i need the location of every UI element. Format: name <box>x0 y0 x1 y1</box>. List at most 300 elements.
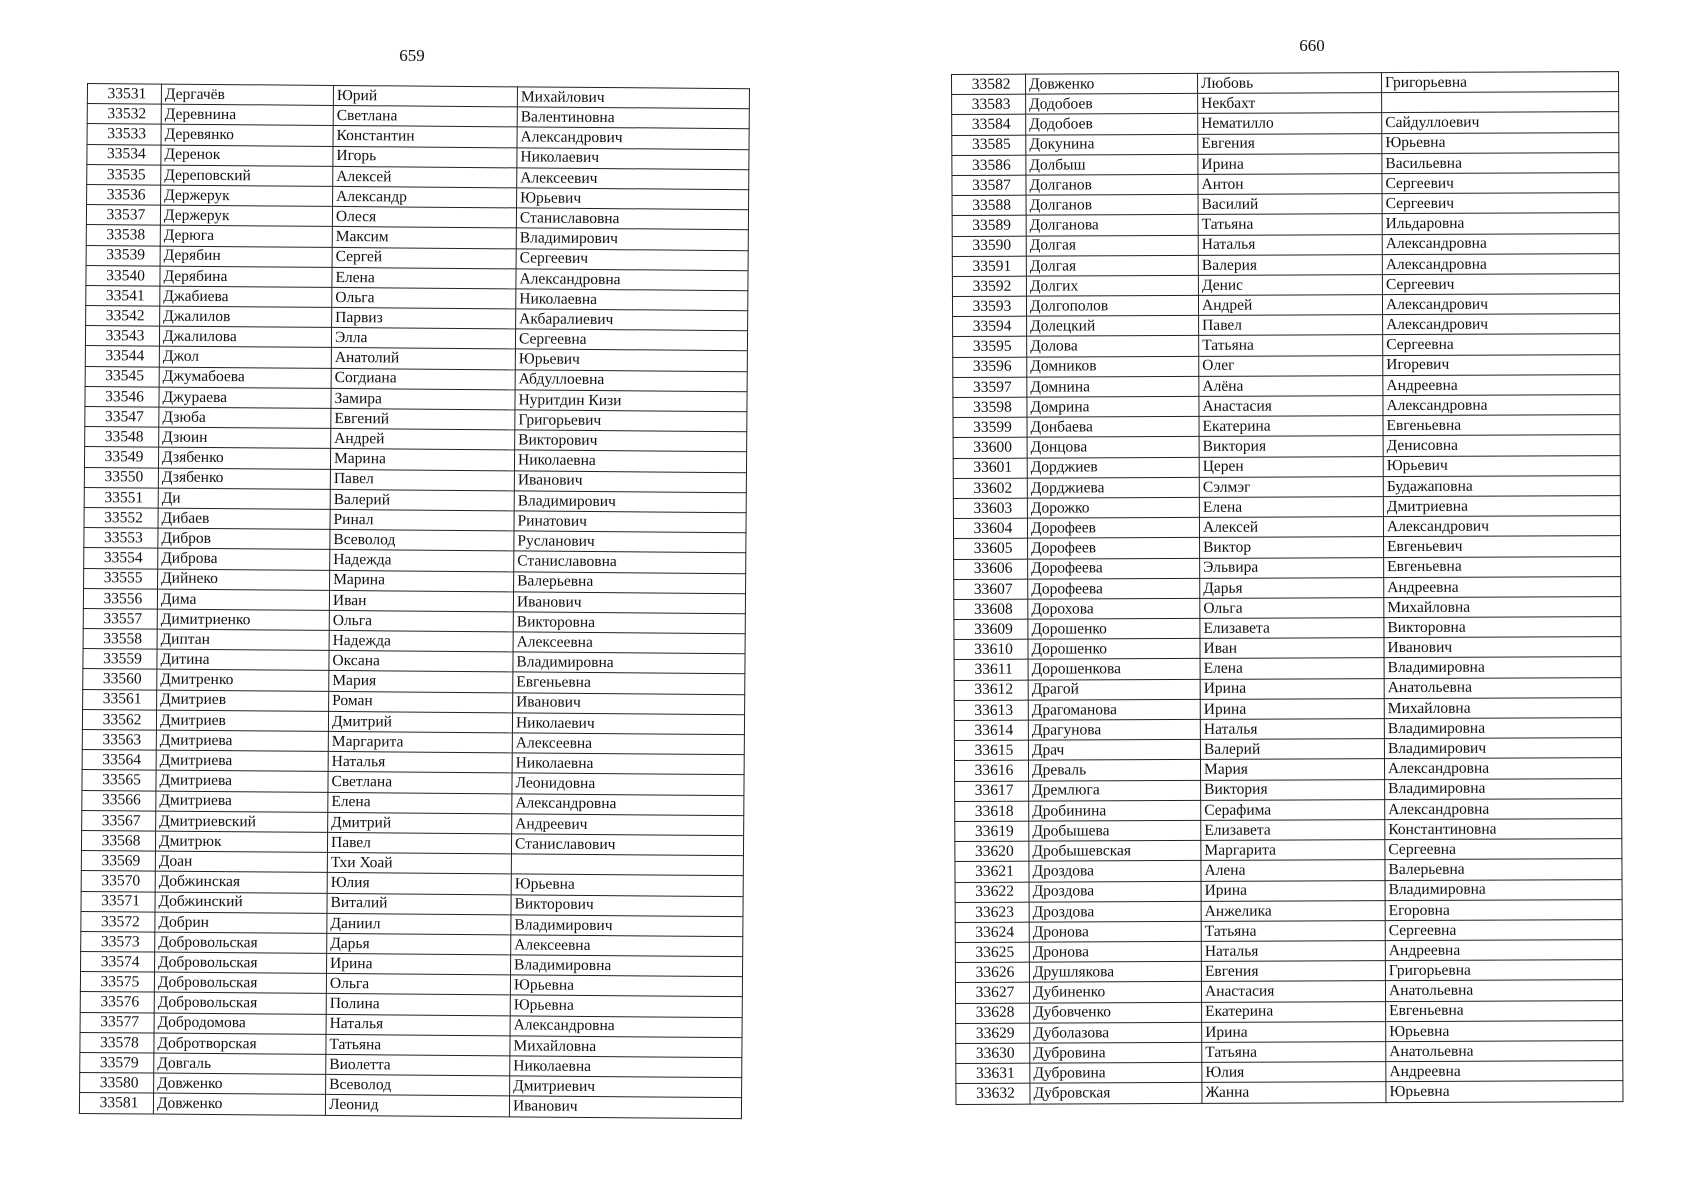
patronymic-cell: Евгеньевна <box>513 672 745 694</box>
first-name-cell: Ирина <box>1198 153 1382 174</box>
patronymic-cell: Михайлович <box>517 87 749 109</box>
first-name-cell: Ринал <box>330 509 514 531</box>
first-name-cell: Наталья <box>1198 234 1382 255</box>
surname-cell: Долганова <box>1026 215 1198 236</box>
record-number-cell: 33546 <box>85 386 159 407</box>
record-number-cell: 33604 <box>953 518 1027 539</box>
surname-cell: Дмитриева <box>156 791 328 813</box>
first-name-cell: Дмитрий <box>328 711 512 733</box>
record-number-cell: 33621 <box>955 861 1029 882</box>
record-number-cell: 33617 <box>955 781 1029 802</box>
first-name-cell: Валерий <box>330 489 514 511</box>
surname-cell: Дмитриевский <box>156 811 328 833</box>
record-number-cell: 33582 <box>952 74 1026 95</box>
first-name-cell: Андрей <box>1198 295 1382 316</box>
patronymic-cell: Сергеевна <box>1385 919 1622 940</box>
record-number-cell: 33581 <box>79 1093 153 1114</box>
record-number-cell: 33609 <box>954 619 1028 640</box>
patronymic-cell: Евгеньевна <box>1384 556 1621 577</box>
surname-cell: Докунина <box>1026 134 1198 155</box>
record-number-cell: 33565 <box>82 770 156 791</box>
surname-cell: Дубровская <box>1030 1083 1202 1104</box>
surname-cell: Дроздова <box>1029 881 1201 902</box>
patronymic-cell: Николаевич <box>512 713 744 735</box>
surname-cell: Донбаева <box>1027 417 1199 438</box>
table-row <box>956 1081 1623 1104</box>
first-name-cell: Всеволод <box>330 530 514 552</box>
patronymic-cell: Сергеевич <box>1382 193 1619 214</box>
first-name-cell: Елизавета <box>1201 820 1385 841</box>
first-name-cell: Марина <box>330 570 514 592</box>
record-number-cell: 33588 <box>952 195 1026 216</box>
patronymic-cell: Григорьевна <box>1381 72 1618 93</box>
surname-cell: Долбыш <box>1026 154 1198 175</box>
patronymic-cell: Иванович <box>513 592 745 614</box>
first-name-cell: Елена <box>332 267 516 289</box>
first-name-cell: Татьяна <box>326 1034 510 1056</box>
patronymic-cell: Александровна <box>516 269 748 291</box>
first-name-cell: Церен <box>1199 456 1383 477</box>
patronymic-cell: Михайловна <box>1384 697 1621 718</box>
surname-cell: Диброва <box>158 548 330 570</box>
surname-cell: Добжинская <box>155 871 327 893</box>
patronymic-cell: Викторович <box>515 430 747 452</box>
record-number-cell: 33594 <box>953 316 1027 337</box>
register-table <box>951 71 1623 1104</box>
patronymic-cell: Викторовна <box>513 612 745 634</box>
first-name-cell: Надежда <box>329 630 513 652</box>
first-name-cell: Виталий <box>327 893 511 915</box>
first-name-cell: Василий <box>1198 194 1382 215</box>
first-name-cell: Александр <box>333 186 517 208</box>
record-number-cell: 33534 <box>87 144 161 165</box>
table-row <box>952 273 1619 296</box>
first-name-cell: Павел <box>1199 315 1383 336</box>
patronymic-cell <box>1382 92 1619 113</box>
surname-cell: Ди <box>158 488 330 510</box>
surname-cell: Дроздова <box>1029 901 1201 922</box>
record-number-cell: 33533 <box>87 124 161 145</box>
patronymic-cell: Юрьевна <box>1386 1020 1623 1041</box>
patronymic-cell: Иванович <box>513 692 745 714</box>
surname-cell: Деревнина <box>161 104 333 126</box>
surname-cell: Дмитрюк <box>155 831 327 853</box>
surname-cell: Дерябина <box>160 266 332 288</box>
first-name-cell: Евгения <box>1201 961 1385 982</box>
record-number-cell: 33586 <box>952 155 1026 176</box>
patronymic-cell: Александрович <box>1382 294 1619 315</box>
first-name-cell: Юлия <box>1202 1062 1386 1083</box>
record-number-cell: 33573 <box>81 931 155 952</box>
patronymic-cell: Евгеньевич <box>1384 536 1621 557</box>
surname-cell: Добровольская <box>154 972 326 994</box>
record-number-cell: 33631 <box>956 1063 1030 1084</box>
patronymic-cell: Евгеньевна <box>1383 415 1620 436</box>
first-name-cell: Полина <box>326 994 510 1016</box>
surname-cell: Долганов <box>1026 174 1198 195</box>
record-number-cell: 33562 <box>82 709 156 730</box>
record-number-cell: 33542 <box>86 306 160 327</box>
record-number-cell: 33610 <box>954 639 1028 660</box>
record-number-cell: 33628 <box>956 1003 1030 1024</box>
first-name-cell: Надежда <box>330 550 514 572</box>
record-number-cell: 33552 <box>84 507 158 528</box>
first-name-cell: Сэлмэг <box>1199 476 1383 497</box>
surname-cell: Джабиева <box>160 286 332 308</box>
record-number-cell: 33592 <box>952 276 1026 297</box>
record-number-cell: 33605 <box>954 538 1028 559</box>
first-name-cell: Алёна <box>1199 375 1383 396</box>
first-name-cell: Ольга <box>332 287 516 309</box>
surname-cell: Драч <box>1028 740 1200 761</box>
record-number-cell: 33575 <box>80 972 154 993</box>
patronymic-cell: Владимировна <box>511 955 743 977</box>
record-number-cell: 33545 <box>85 366 159 387</box>
patronymic-cell: Александрович <box>1383 516 1620 537</box>
patronymic-cell: Ринатович <box>514 511 746 533</box>
record-number-cell: 33538 <box>86 225 160 246</box>
surname-cell: Довгаль <box>154 1053 326 1075</box>
patronymic-cell: Владимировна <box>1384 657 1621 678</box>
first-name-cell: Наталья <box>1201 941 1385 962</box>
table-row <box>79 1093 741 1118</box>
register-table <box>79 83 750 1119</box>
patronymic-cell: Владимирович <box>516 228 748 250</box>
surname-cell: Дзябенко <box>158 447 330 469</box>
surname-cell: Дмитриев <box>157 690 329 712</box>
record-number-cell: 33544 <box>85 346 159 367</box>
patronymic-cell: Иванович <box>509 1096 741 1118</box>
surname-cell: Дмитриев <box>156 710 328 732</box>
first-name-cell: Нематилло <box>1198 113 1382 134</box>
first-name-cell: Ирина <box>1201 880 1385 901</box>
first-name-cell: Татьяна <box>1198 214 1382 235</box>
patronymic-cell: Станиславовна <box>514 551 746 573</box>
patronymic-cell: Анатольевна <box>1386 1041 1623 1062</box>
patronymic-cell: Игоревич <box>1383 354 1620 375</box>
record-number-cell: 33596 <box>953 357 1027 378</box>
surname-cell: Джол <box>159 347 331 369</box>
record-number-cell: 33540 <box>86 265 160 286</box>
patronymic-cell: Валерьевна <box>1385 859 1622 880</box>
patronymic-cell: Андреевна <box>1383 374 1620 395</box>
surname-cell: Дийнеко <box>158 569 330 591</box>
record-number-cell: 33535 <box>87 164 161 185</box>
surname-cell: Долгая <box>1026 235 1198 256</box>
patronymic-cell: Станиславович <box>511 834 743 856</box>
surname-cell: Дзюба <box>159 407 331 429</box>
surname-cell: Дремлюга <box>1029 780 1201 801</box>
surname-cell: Дубовченко <box>1030 1002 1202 1023</box>
first-name-cell: Елена <box>1200 658 1384 679</box>
patronymic-cell: Николаевна <box>510 1056 742 1078</box>
surname-cell: Дереповский <box>161 165 333 187</box>
patronymic-cell: Юрьевна <box>511 874 743 896</box>
surname-cell: Дробинина <box>1029 800 1201 821</box>
patronymic-cell: Александровна <box>1382 233 1619 254</box>
surname-cell: Дибаев <box>158 508 330 530</box>
first-name-cell: Светлана <box>328 772 512 794</box>
patronymic-cell: Евгеньевна <box>1386 1000 1623 1021</box>
first-name-cell: Павел <box>330 469 514 491</box>
first-name-cell: Наталья <box>326 1014 510 1036</box>
surname-cell: Дорофеева <box>1028 558 1200 579</box>
surname-cell: Дзюин <box>159 427 331 449</box>
record-number-cell: 33632 <box>956 1084 1030 1105</box>
record-number-cell: 33554 <box>84 548 158 569</box>
first-name-cell: Екатерина <box>1202 1001 1386 1022</box>
record-number-cell: 33585 <box>952 135 1026 156</box>
first-name-cell: Светлана <box>333 106 517 128</box>
first-name-cell: Леонид <box>325 1095 509 1117</box>
first-name-cell: Ольга <box>329 610 513 632</box>
surname-cell: Держерук <box>161 185 333 207</box>
first-name-cell: Жанна <box>1202 1082 1386 1103</box>
record-number-cell: 33602 <box>953 478 1027 499</box>
first-name-cell: Оксана <box>329 651 513 673</box>
patronymic-cell: Будажаповна <box>1383 475 1620 496</box>
record-number-cell: 33549 <box>84 447 158 468</box>
patronymic-cell: Александровна <box>1382 253 1619 274</box>
patronymic-cell: Егоровна <box>1385 899 1622 920</box>
patronymic-cell: Михайловна <box>510 1036 742 1058</box>
table-row <box>953 334 1620 357</box>
patronymic-cell <box>511 854 743 876</box>
first-name-cell: Согдиана <box>331 368 515 390</box>
patronymic-cell: Акбаралиевич <box>516 309 748 331</box>
record-number-cell: 33593 <box>952 296 1026 317</box>
surname-cell: Дронова <box>1029 921 1201 942</box>
record-number-cell: 33601 <box>953 458 1027 479</box>
record-number-cell: 33626 <box>955 962 1029 983</box>
patronymic-cell: Русланович <box>514 531 746 553</box>
patronymic-cell: Абдуллоевна <box>515 369 747 391</box>
patronymic-cell: Александровна <box>1385 798 1622 819</box>
first-name-cell: Татьяна <box>1199 335 1383 356</box>
patronymic-cell: Александрович <box>1383 314 1620 335</box>
first-name-cell: Олеся <box>332 207 516 229</box>
patronymic-cell: Васильевна <box>1382 152 1619 173</box>
patronymic-cell: Анатольевна <box>1385 980 1622 1001</box>
patronymic-cell: Анатольевна <box>1384 677 1621 698</box>
first-name-cell: Валерий <box>1200 739 1384 760</box>
patronymic-cell: Владимировна <box>1385 879 1622 900</box>
surname-cell: Добровольская <box>155 932 327 954</box>
surname-cell: Дорошенко <box>1028 639 1200 660</box>
patronymic-cell: Юрьевич <box>517 188 749 210</box>
surname-cell: Дорошенкова <box>1028 659 1200 680</box>
surname-cell: Драгунова <box>1028 719 1200 740</box>
surname-cell: Джураева <box>159 387 331 409</box>
patronymic-cell: Иванович <box>514 470 746 492</box>
page-number: 659 <box>399 46 425 65</box>
first-name-cell: Мария <box>329 671 513 693</box>
surname-cell: Домрина <box>1027 396 1199 417</box>
first-name-cell: Антон <box>1198 174 1382 195</box>
surname-cell: Долова <box>1027 336 1199 357</box>
surname-cell: Дмитриева <box>156 750 328 772</box>
surname-cell: Дорохова <box>1028 598 1200 619</box>
record-number-cell: 33591 <box>952 256 1026 277</box>
patronymic-cell: Иванович <box>1384 637 1621 658</box>
first-name-cell: Виктор <box>1200 537 1384 558</box>
patronymic-cell: Нуритдин Кизи <box>515 390 747 412</box>
record-number-cell: 33561 <box>83 689 157 710</box>
patronymic-cell: Владимирович <box>511 915 743 937</box>
patronymic-cell: Сергеевич <box>1382 273 1619 294</box>
first-name-cell: Евгения <box>1198 133 1382 154</box>
record-number-cell: 33563 <box>82 729 156 750</box>
surname-cell: Дорофеев <box>1028 538 1200 559</box>
record-number-cell: 33578 <box>80 1032 154 1053</box>
record-number-cell: 33531 <box>87 84 161 105</box>
record-number-cell: 33577 <box>80 1012 154 1033</box>
table-row <box>953 314 1620 337</box>
surname-cell: Дзябенко <box>158 468 330 490</box>
first-name-cell: Константин <box>333 126 517 148</box>
surname-cell: Держерук <box>160 205 332 227</box>
record-number-cell: 33603 <box>953 498 1027 519</box>
first-name-cell: Ольга <box>1200 597 1384 618</box>
first-name-cell: Серафима <box>1201 799 1385 820</box>
first-name-cell: Парвиз <box>332 307 516 329</box>
first-name-cell: Анжелика <box>1201 900 1385 921</box>
first-name-cell: Елена <box>328 792 512 814</box>
surname-cell: Дорджиев <box>1027 457 1199 478</box>
patronymic-cell: Юрьевна <box>1386 1081 1623 1102</box>
patronymic-cell: Владимировна <box>1385 778 1622 799</box>
record-number-cell: 33532 <box>87 104 161 125</box>
surname-cell: Дубровина <box>1030 1042 1202 1063</box>
surname-cell: Дмитриева <box>156 730 328 752</box>
patronymic-cell: Алексеевич <box>517 168 749 190</box>
surname-cell: Довженко <box>1026 73 1198 94</box>
surname-cell: Добровольская <box>154 992 326 1014</box>
table-row <box>953 455 1620 478</box>
first-name-cell: Дарья <box>327 933 511 955</box>
first-name-cell: Юрий <box>333 85 517 107</box>
record-number-cell: 33627 <box>955 983 1029 1004</box>
surname-cell: Додобоев <box>1026 94 1198 115</box>
record-number-cell: 33555 <box>84 568 158 589</box>
patronymic-cell: Андреевна <box>1386 1061 1623 1082</box>
register-table-body <box>79 84 749 1119</box>
record-number-cell: 33625 <box>955 942 1029 963</box>
record-number-cell: 33590 <box>952 236 1026 257</box>
patronymic-cell: Михайловна <box>1384 596 1621 617</box>
surname-cell: Джумабоева <box>159 367 331 389</box>
patronymic-cell: Андреевич <box>512 814 744 836</box>
record-number-cell: 33618 <box>955 801 1029 822</box>
patronymic-cell: Сергеевна <box>1383 334 1620 355</box>
record-number-cell: 33550 <box>84 467 158 488</box>
patronymic-cell: Александровна <box>512 793 744 815</box>
first-name-cell: Любовь <box>1197 73 1381 94</box>
record-number-cell: 33571 <box>81 891 155 912</box>
table-row <box>953 415 1620 438</box>
first-name-cell: Андрей <box>331 429 515 451</box>
record-number-cell: 33566 <box>82 790 156 811</box>
record-number-cell: 33630 <box>956 1043 1030 1064</box>
surname-cell: Дубровина <box>1030 1063 1202 1084</box>
record-number-cell: 33622 <box>955 882 1029 903</box>
record-number-cell: 33557 <box>83 608 157 629</box>
first-name-cell: Валерия <box>1198 254 1382 275</box>
first-name-cell: Татьяна <box>1201 920 1385 941</box>
first-name-cell: Виктория <box>1201 779 1385 800</box>
record-number-cell: 33613 <box>954 700 1028 721</box>
table-row <box>953 354 1620 377</box>
patronymic-cell: Викторовна <box>1384 617 1621 638</box>
patronymic-cell: Григорьевич <box>515 410 747 432</box>
surname-cell: Донцова <box>1027 437 1199 458</box>
patronymic-cell: Николаевна <box>516 289 748 311</box>
surname-cell: Дорожко <box>1027 497 1199 518</box>
surname-cell: Дубиненко <box>1029 982 1201 1003</box>
patronymic-cell: Валентиновна <box>517 107 749 129</box>
patronymic-cell: Леонидовна <box>512 773 744 795</box>
first-name-cell: Тхи Хоай <box>327 853 511 875</box>
patronymic-cell: Юрьевна <box>510 975 742 997</box>
patronymic-cell: Сергеевич <box>516 248 748 270</box>
first-name-cell: Замира <box>331 388 515 410</box>
surname-cell: Дима <box>157 589 329 611</box>
record-number-cell: 33584 <box>952 115 1026 136</box>
patronymic-cell: Дмитриевна <box>1383 496 1620 517</box>
patronymic-cell: Валерьевна <box>514 571 746 593</box>
record-number-cell: 33587 <box>952 175 1026 196</box>
patronymic-cell: Дмитриевич <box>510 1076 742 1098</box>
record-number-cell: 33600 <box>953 438 1027 459</box>
patronymic-cell: Владимирович <box>1384 738 1621 759</box>
patronymic-cell: Юрьевич <box>515 349 747 371</box>
first-name-cell: Елена <box>1199 497 1383 518</box>
patronymic-cell: Алексеевна <box>511 935 743 957</box>
first-name-cell: Некбахт <box>1198 93 1382 114</box>
first-name-cell: Юлия <box>327 873 511 895</box>
first-name-cell: Наталья <box>1200 719 1384 740</box>
first-name-cell: Даниил <box>327 913 511 935</box>
table-row <box>953 374 1620 397</box>
surname-cell: Дроздова <box>1029 861 1201 882</box>
surname-cell: Дорофеева <box>1028 578 1200 599</box>
surname-cell: Дробышева <box>1029 820 1201 841</box>
surname-cell: Долгих <box>1026 275 1198 296</box>
record-number-cell: 33580 <box>80 1073 154 1094</box>
first-name-cell: Эльвира <box>1200 557 1384 578</box>
right-page <box>843 0 1686 1200</box>
first-name-cell: Екатерина <box>1199 416 1383 437</box>
first-name-cell: Дарья <box>1200 577 1384 598</box>
first-name-cell: Элла <box>331 328 515 350</box>
first-name-cell: Мария <box>1200 759 1384 780</box>
patronymic-cell: Константиновна <box>1385 819 1622 840</box>
patronymic-cell: Андреевна <box>1385 940 1622 961</box>
first-name-cell: Анатолий <box>331 348 515 370</box>
surname-cell: Дерюга <box>160 225 332 247</box>
surname-cell: Домников <box>1027 356 1199 377</box>
first-name-cell: Анастасия <box>1199 396 1383 417</box>
first-name-cell: Марина <box>330 449 514 471</box>
surname-cell: Додобоев <box>1026 114 1198 135</box>
patronymic-cell: Алексеевна <box>512 733 744 755</box>
surname-cell: Добжинский <box>155 892 327 914</box>
surname-cell: Друшлякова <box>1029 962 1201 983</box>
first-name-cell: Анастасия <box>1201 981 1385 1002</box>
record-number-cell: 33553 <box>84 528 158 549</box>
patronymic-cell: Юрьевич <box>1383 455 1620 476</box>
surname-cell: Добровольская <box>155 952 327 974</box>
